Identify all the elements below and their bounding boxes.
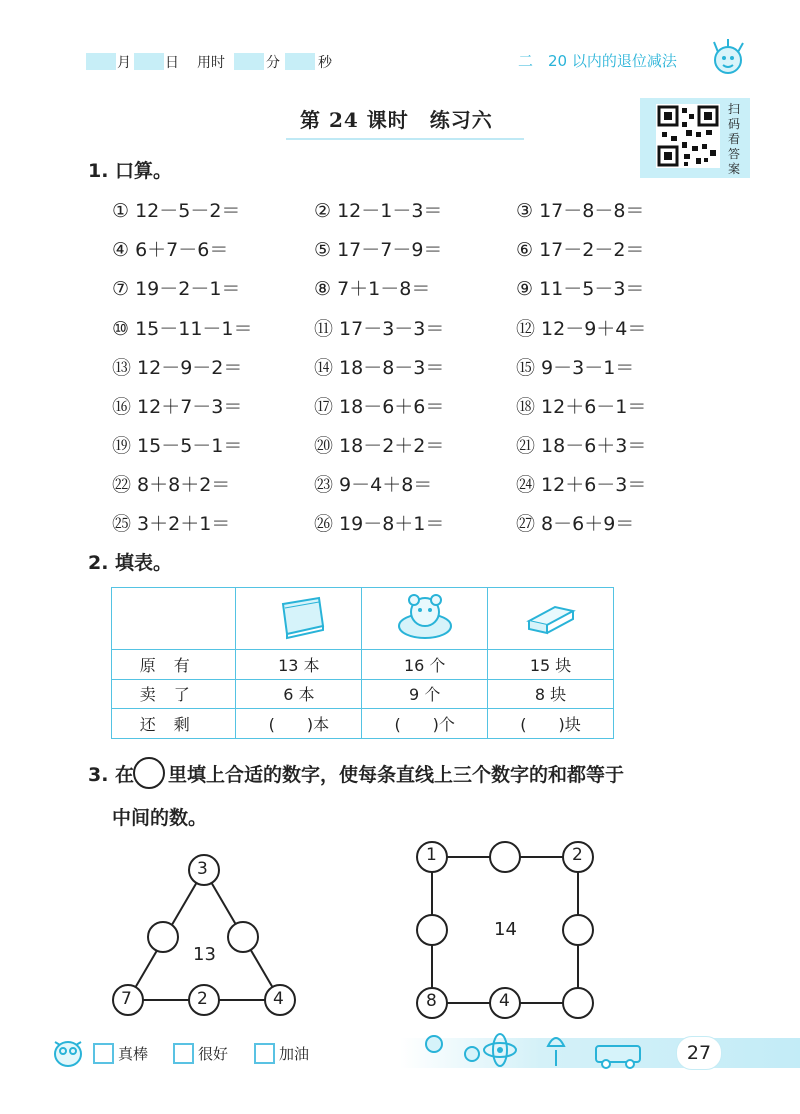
calc-item: ⑲ 15－5－1＝ [112,435,243,457]
answer-circle[interactable] [148,922,178,952]
row-label: 原有 [112,650,236,680]
day-label: 日 [165,55,179,71]
triangle-bottom-left-number: 7 [121,989,132,1009]
eraser-icon [521,597,581,637]
answer-circle[interactable] [563,988,593,1018]
book-icon [269,594,329,640]
table-corner-cell [112,588,236,650]
minutes-blank [234,53,264,70]
triangle-center-number: 13 [193,944,216,965]
calc-item: ⑳ 18－2＋2＝ [314,435,445,457]
calc-item: ⑨ 11－5－3＝ [516,278,645,300]
calc-item: ⑱ 12＋6－1＝ [516,396,647,418]
bread-icon [395,592,455,642]
square-bottom-left-number: 8 [426,991,437,1011]
table-cell: 6 本 [236,679,362,709]
table-cell: 16 个 [362,650,488,680]
minutes-label: 分 [266,55,280,71]
rating-keep-going-label: 加油 [279,1045,310,1063]
rating-great-label: 真棒 [118,1045,149,1063]
calc-item: ⑩ 15－11－1＝ [112,318,253,340]
table-header-cell [488,588,614,650]
calc-item: ㉒ 8＋8＋2＝ [112,474,231,496]
fill-table [111,587,614,739]
answer-blank-cell[interactable]: ( )个 [362,709,488,739]
table-row [112,650,614,680]
calc-item: ⑯ 12＋7－3＝ [112,396,243,418]
table-cell: 9 个 [362,679,488,709]
footer-decorations-icon [416,1026,666,1070]
calc-item: ⑦ 19－2－1＝ [112,278,241,300]
calc-item: ㉗ 8－6＋9＝ [516,513,635,535]
month-blank [86,53,116,70]
calc-item: ⑤ 17－7－9＝ [314,239,443,261]
calc-item: ⑬ 12－9－2＝ [112,357,243,379]
mascot-icon [706,38,750,78]
rating-good-label: 很好 [198,1045,229,1063]
table-cell: 8 块 [488,679,614,709]
calc-item: ㉖ 19－8＋1＝ [314,513,445,535]
calc-item: ⑭ 18－8－3＝ [314,357,445,379]
answer-circle[interactable] [228,922,258,952]
seconds-blank [285,53,315,70]
rating-good-checkbox[interactable] [173,1043,194,1064]
triangle-top-number: 3 [197,859,208,879]
table-header-cell [236,588,362,650]
calc-item: ⑧ 7＋1－8＝ [314,278,431,300]
seconds-label: 秒 [318,55,332,71]
calc-item: ① 12－5－2＝ [112,200,241,222]
day-blank [134,53,164,70]
answer-circle[interactable] [417,915,447,945]
qr-panel[interactable] [640,98,750,178]
circle-symbol-icon [132,756,166,790]
triangle-bottom-mid-number: 2 [197,989,208,1009]
calc-item: ⑮ 9－3－1＝ [516,357,635,379]
calc-item: ㉑ 18－6＋3＝ [516,435,647,457]
rating-great-checkbox[interactable] [93,1043,114,1064]
calc-item: ③ 17－8－8＝ [516,200,645,222]
table-cell: 13 本 [236,650,362,680]
qr-code-icon[interactable] [656,104,720,168]
calc-item: ⑰ 18－6＋6＝ [314,396,445,418]
table-header-cell [362,588,488,650]
lesson-title: 第 24 课时 练习六 [300,108,493,132]
calc-item: ④ 6＋7－6＝ [112,239,229,261]
qr-label: 扫 码 看 答 案 [727,102,740,176]
calc-item: ㉓ 9－4＋8＝ [314,474,433,496]
month-label: 月 [117,55,131,71]
title-underline [286,138,524,140]
q1-heading: 1. 口算。 [88,160,173,182]
row-label: 卖了 [112,679,236,709]
time-used-label: 用时 [197,55,225,71]
calc-item: ㉔ 12＋6－3＝ [516,474,647,496]
answer-blank-cell[interactable]: ( )块 [488,709,614,739]
table-row [112,679,614,709]
q3-instruction-line2: 中间的数。 [112,807,208,829]
calc-item: ⑥ 17－2－2＝ [516,239,645,261]
answer-circle[interactable] [490,842,520,872]
table-row [112,588,614,650]
answer-blank-cell[interactable]: ( )本 [236,709,362,739]
q2-heading: 2. 填表。 [88,552,173,574]
calc-item: ⑫ 12－9＋4＝ [516,318,647,340]
calc-item: ⑪ 17－3－3＝ [314,318,445,340]
chapter-title: 二 20 以内的退位减法 [518,52,677,70]
table-cell: 15 块 [488,650,614,680]
page-number: 27 [676,1036,722,1070]
answer-circle[interactable] [563,915,593,945]
square-center-number: 14 [494,919,517,940]
triangle-bottom-right-number: 4 [273,989,284,1009]
row-label: 还剩 [112,709,236,739]
q3-prefix: 3. 在 [88,764,135,786]
owl-mascot-icon [46,1032,90,1070]
square-bottom-mid-number: 4 [499,991,510,1011]
rating-keep-going-checkbox[interactable] [254,1043,275,1064]
square-top-left-number: 1 [426,845,437,865]
calc-item: ② 12－1－3＝ [314,200,443,222]
q3-instruction: 里填上合适的数字，使每条直线上三个数字的和都等于 [168,764,625,786]
square-top-right-number: 2 [572,845,583,865]
table-row [112,709,614,739]
calc-item: ㉕ 3＋2＋1＝ [112,513,231,535]
